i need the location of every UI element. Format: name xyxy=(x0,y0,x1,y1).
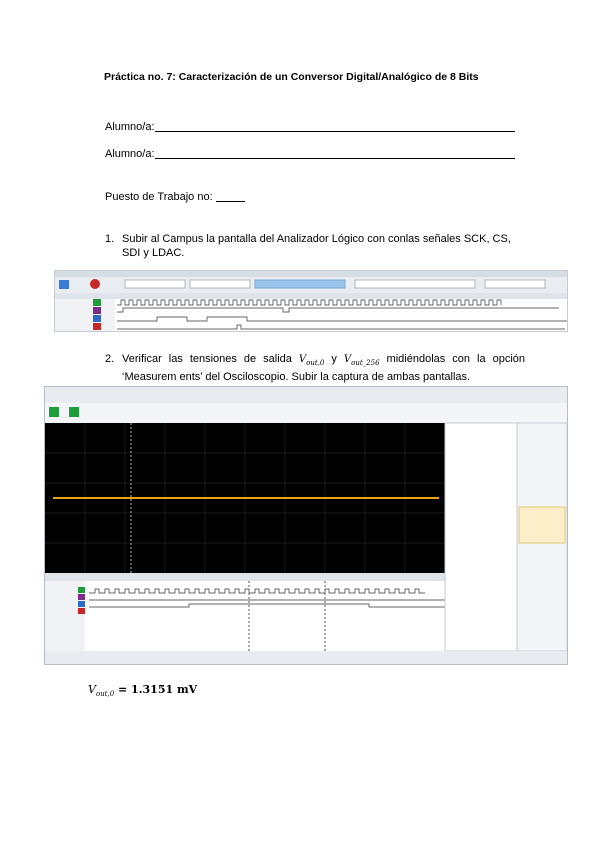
instruction-2 xyxy=(105,352,525,382)
instruction-1-text: Subir al Campus la pantalla del Analizador Lógico con conlas señales SCK, CS, SDI y LDAC. xyxy=(122,233,511,259)
student-label-1: Alumno/a: xyxy=(105,121,155,133)
instruction-1-number: 1. xyxy=(105,233,115,245)
logic-analyzer-drawing xyxy=(55,271,567,331)
instruction-2-pre: Verificar las tensiones de salida xyxy=(122,353,299,365)
instruction-2-post: midiéndolas con la opción ‘Measurem ents’ del Osciloscopio. Subir la captura de ambas pantallas. xyxy=(122,353,525,383)
student-line-1 xyxy=(155,131,515,132)
student-line-2 xyxy=(155,158,515,159)
instruction-2-text xyxy=(122,352,525,384)
workstation-label: Puesto de Trabajo no: xyxy=(105,191,213,203)
equation-vout0: $V_{out,0} = 1.3151$ mV xyxy=(88,683,198,699)
math-vout0: $V_{out,0}$ xyxy=(298,354,325,367)
oscilloscope-drawing xyxy=(45,387,567,664)
equation-value: = 1.3151 mV xyxy=(114,683,198,696)
instruction-1 xyxy=(105,232,525,262)
workstation-line xyxy=(216,201,245,202)
instruction-2-mid: y xyxy=(324,353,344,365)
logic-analyzer-screenshot xyxy=(54,270,568,332)
student-label-2: Alumno/a: xyxy=(105,148,155,160)
document-title: Práctica no. 7: Caracterización de un Conversor Digital/Analógico de 8 Bits xyxy=(104,71,479,83)
instruction-2-number: 2. xyxy=(105,353,115,365)
math-vout256: $V_{out\_256}$ xyxy=(343,354,380,367)
oscilloscope-screenshot xyxy=(44,386,568,665)
